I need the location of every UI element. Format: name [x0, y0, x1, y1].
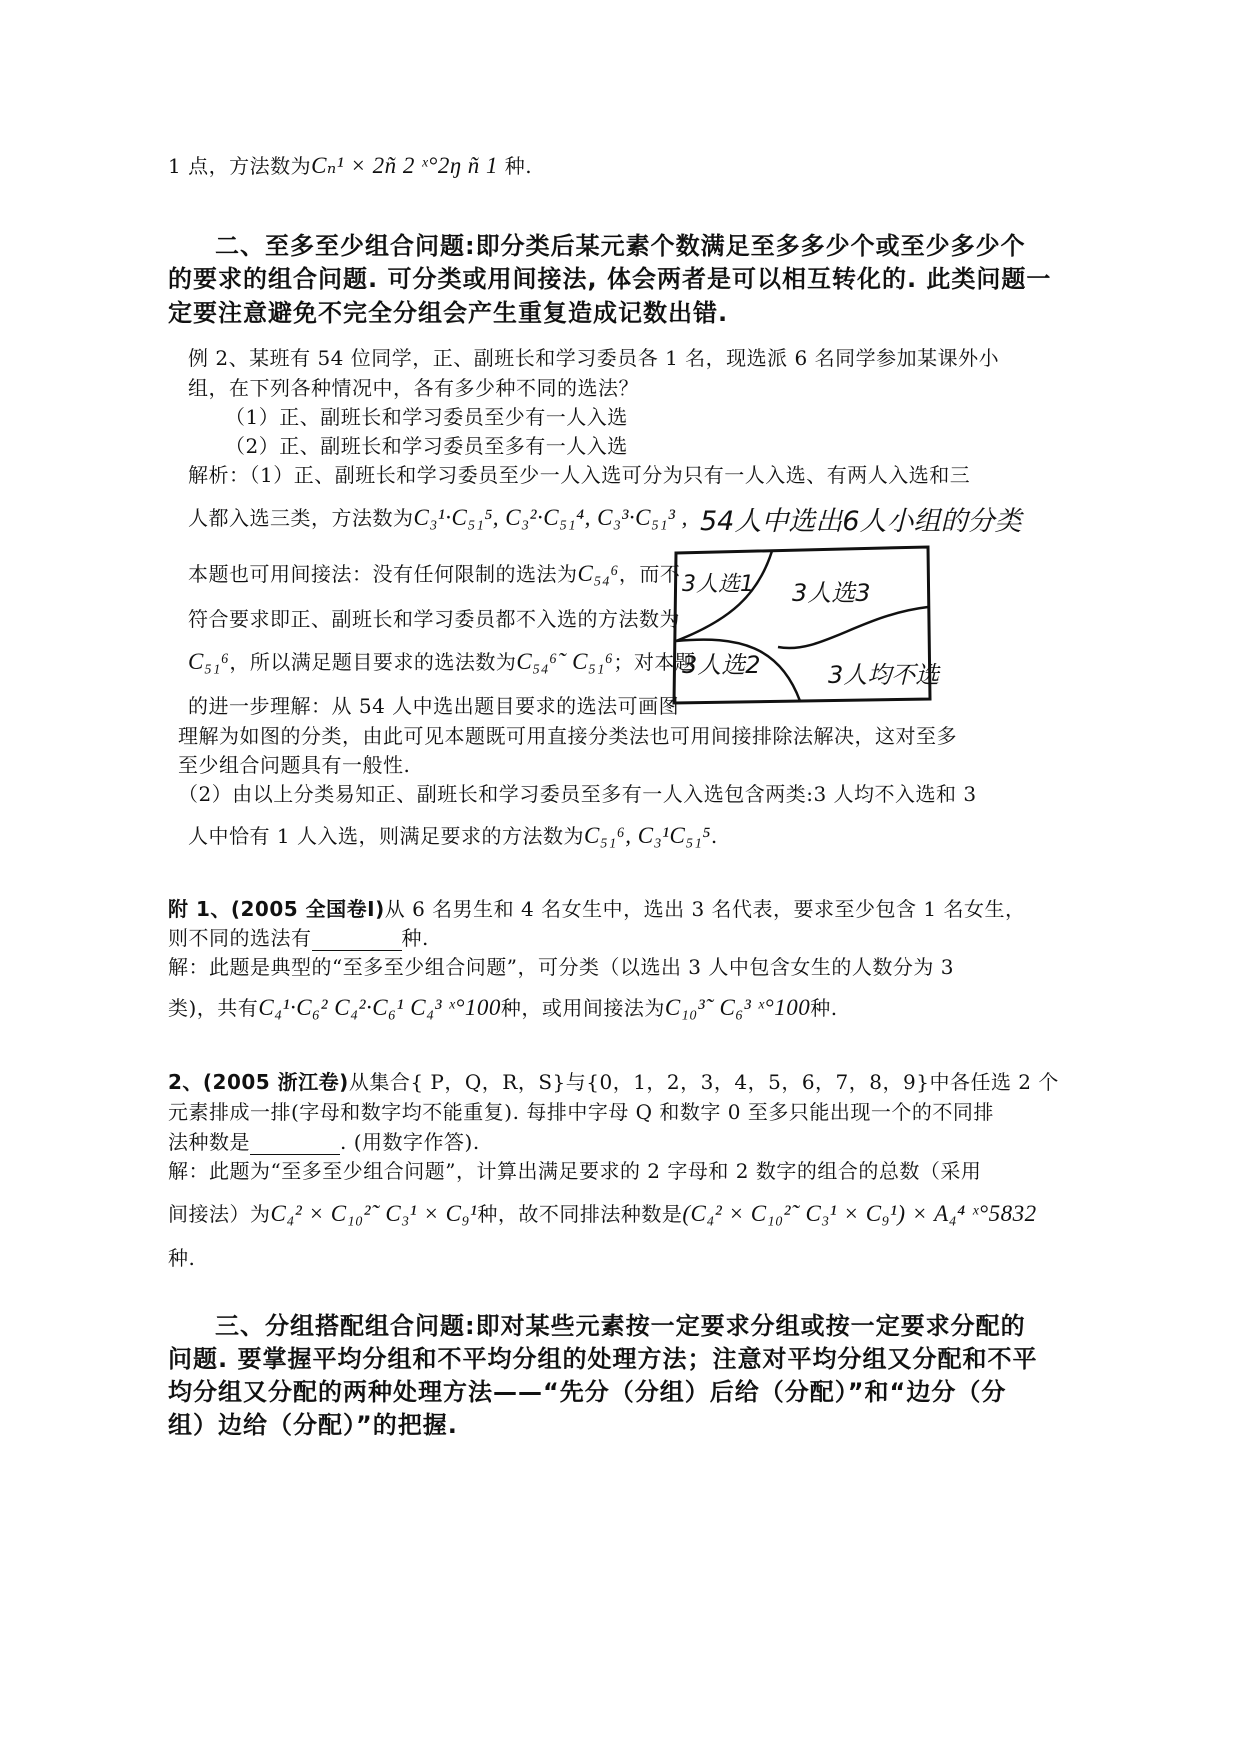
- solution2-line2-text: 间接法）为: [168, 1202, 271, 1226]
- sketch-region-2: 3人选3: [792, 579, 871, 607]
- solution2-formula2: (C₄² × C₁₀²˜ C₃¹ × C₉¹) × A₄⁴ ˣ°5832: [682, 1201, 1037, 1226]
- example2-answer-line7: 理解为如图的分类，由此可见本题既可用直接分类法也可用间接排除法解决，这对至多: [178, 724, 957, 748]
- top-line-formula: Cₙ¹ × 2ñ 2 ˣ°2ŋ ñ 1: [311, 153, 498, 178]
- part2-line2-tail: .: [710, 824, 718, 848]
- part2-line2-formula: C₅₁⁶, C₃¹C₅₁⁵: [583, 823, 711, 848]
- part2-line2-text: 人中恰有 1 人入选，则满足要求的方法数为: [188, 824, 584, 848]
- section2-line2: 的要求的组合问题. 可分类或用间接法, 体会两者是可以相互转化的. 此类问题一: [168, 265, 1052, 293]
- section2-line1: 二、至多至少组合问题:即分类后某元素个数满足至多多少个或至少多少个: [215, 232, 1026, 260]
- answer-line5-formula1: C₅₁⁶: [188, 649, 230, 674]
- answer-line5-formula2: C₅₄⁶˜ C₅₁⁶: [516, 649, 614, 674]
- example2-part2-line1: （2）由以上分类易知正、副班长和学习委员至多有一人入选包含两类:3 人均不入选和 3: [178, 782, 977, 806]
- solution1-line2-tail: 种.: [810, 996, 838, 1020]
- example2-line2: 组，在下列各种情况中，各有多少种不同的选法？: [188, 376, 639, 400]
- appendix2-line3-text: 法种数是: [168, 1130, 250, 1154]
- sketch-region-1: 3人选1: [682, 572, 754, 597]
- solution2-line2-mid: 种，故不同排法种数是: [477, 1202, 683, 1226]
- answer-line5-text: ，所以满足题目要求的选法数为: [229, 650, 517, 674]
- example2-question1: （1）正、副班长和学习委员至少有一人入选: [225, 405, 628, 429]
- example2-answer-line4: 符合要求即正、副班长和学习委员都不入选的方法数为: [188, 607, 680, 631]
- example2-answer-line8: 至少组合问题具有一般性.: [178, 753, 411, 777]
- appendix2-line3: [168, 1126, 480, 1155]
- solution2-formula1: C₄² × C₁₀²˜ C₃¹ × C₉¹: [270, 1201, 478, 1226]
- solution1-line2: [168, 992, 838, 1021]
- example2-answer-line3: [188, 558, 680, 587]
- sketch-divider-3: [778, 607, 928, 648]
- answer-blank-2[interactable]: [250, 1136, 340, 1155]
- classification-sketch: [660, 495, 1022, 720]
- appendix2-line3-tail: . (用数字作答).: [340, 1130, 480, 1154]
- appendix1-heading: 附 1、(2005 全国卷Ⅰ): [168, 897, 385, 921]
- sketch-region-3: 3人选2: [682, 651, 761, 679]
- sketch-title: 54人中选出6人小组的分类: [700, 506, 1022, 537]
- answer-line2-formula: C₃¹·C₅₁⁵, C₃²·C₅₁⁴, C₃³·C₅₁³ ,: [413, 505, 688, 530]
- appendix2-text: 从集合{ P，Q，R，S}与{0，1，2，3，4，5，6，7，8，9}中各任选 2 个: [348, 1070, 1059, 1094]
- section2-line3: 定要注意避免不完全分组会产生重复造成记数出错.: [168, 299, 729, 327]
- example2-answer-line6: 的进一步理解：从 54 人中选出题目要求的选法可画图: [188, 694, 680, 718]
- solution1-formula1: C₄¹·C₆² C₄²·C₆¹ C₄³ ˣ°100: [258, 995, 501, 1020]
- answer-line2-text: 人都入选三类，方法数为: [188, 506, 414, 530]
- appendix2-heading: 2、(2005 浙江卷): [168, 1070, 349, 1094]
- appendix1-line2-text: 则不同的选法有: [168, 926, 312, 950]
- example2-part2-line2: [188, 820, 718, 849]
- appendix2-line2: 元素排成一排(字母和数字均不能重复). 每排中字母 Q 和数字 0 至多只能出现一个的不同排: [168, 1100, 994, 1124]
- appendix2-line1: [168, 1066, 1059, 1095]
- appendix1-text: 从 6 名男生和 4 名女生中，选出 3 名代表，要求至少包含 1 名女生，: [384, 897, 1026, 921]
- top-line-text: 1 点，方法数为: [168, 154, 312, 178]
- solution1-line2-mid: 种，或用间接法为: [500, 996, 665, 1020]
- solution1-formula2: C₁₀³˜ C₆³ ˣ°100: [664, 995, 811, 1020]
- solution2-line1: 解：此题为“至多至少组合问题”，计算出满足要求的 2 字母和 2 数字的组合的总数（采用: [168, 1159, 982, 1183]
- example2-answer-line1: 解析：（1）正、副班长和学习委员至少一人入选可分为只有一人入选、有两人入选和三: [188, 463, 971, 487]
- answer-line3-formula: C₅₄⁶: [577, 561, 619, 586]
- answer-line3-tail: ，而不: [618, 562, 681, 586]
- answer-line3-text: 本题也可用间接法：没有任何限制的选法为: [188, 562, 578, 586]
- top-line: [168, 150, 532, 179]
- top-line-tail: 种.: [497, 154, 533, 178]
- answer-blank-1[interactable]: [312, 932, 402, 951]
- appendix1-line2: [168, 922, 429, 951]
- appendix1-line2-tail: 种.: [401, 926, 429, 950]
- solution1-line2-text: 类)，共有: [168, 996, 259, 1020]
- section3-line3: 均分组又分配的两种处理方法——“先分（分组）后给（分配）”和“边分（分: [168, 1378, 1007, 1406]
- solution2-line3: 种.: [168, 1246, 196, 1270]
- appendix1-line1: [168, 893, 1026, 922]
- example2-answer-line2: [188, 502, 688, 531]
- solution2-line2: [168, 1198, 1037, 1227]
- answer-line5-tail: ；对本题: [613, 650, 696, 674]
- example2-line1: 例 2、某班有 54 位同学，正、副班长和学习委员各 1 名，现选派 6 名同学参加某课外小: [188, 346, 1000, 370]
- sketch-region-4: 3人均不选: [828, 661, 940, 689]
- section3-line2: 问题. 要掌握平均分组和不平均分组的处理方法；注意对平均分组又分配和不平: [168, 1345, 1038, 1373]
- solution1-line1: 解：此题是典型的“至多至少组合问题”，可分类（以选出 3 人中包含女生的人数分为 3: [168, 955, 954, 979]
- example2-question2: （2）正、副班长和学习委员至多有一人入选: [225, 434, 628, 458]
- example2-answer-line5: [188, 646, 695, 675]
- section3-line1: 三、分组搭配组合问题:即对某些元素按一定要求分组或按一定要求分配的: [215, 1312, 1026, 1340]
- section3-line4: 组）边给（分配）”的把握.: [168, 1411, 458, 1439]
